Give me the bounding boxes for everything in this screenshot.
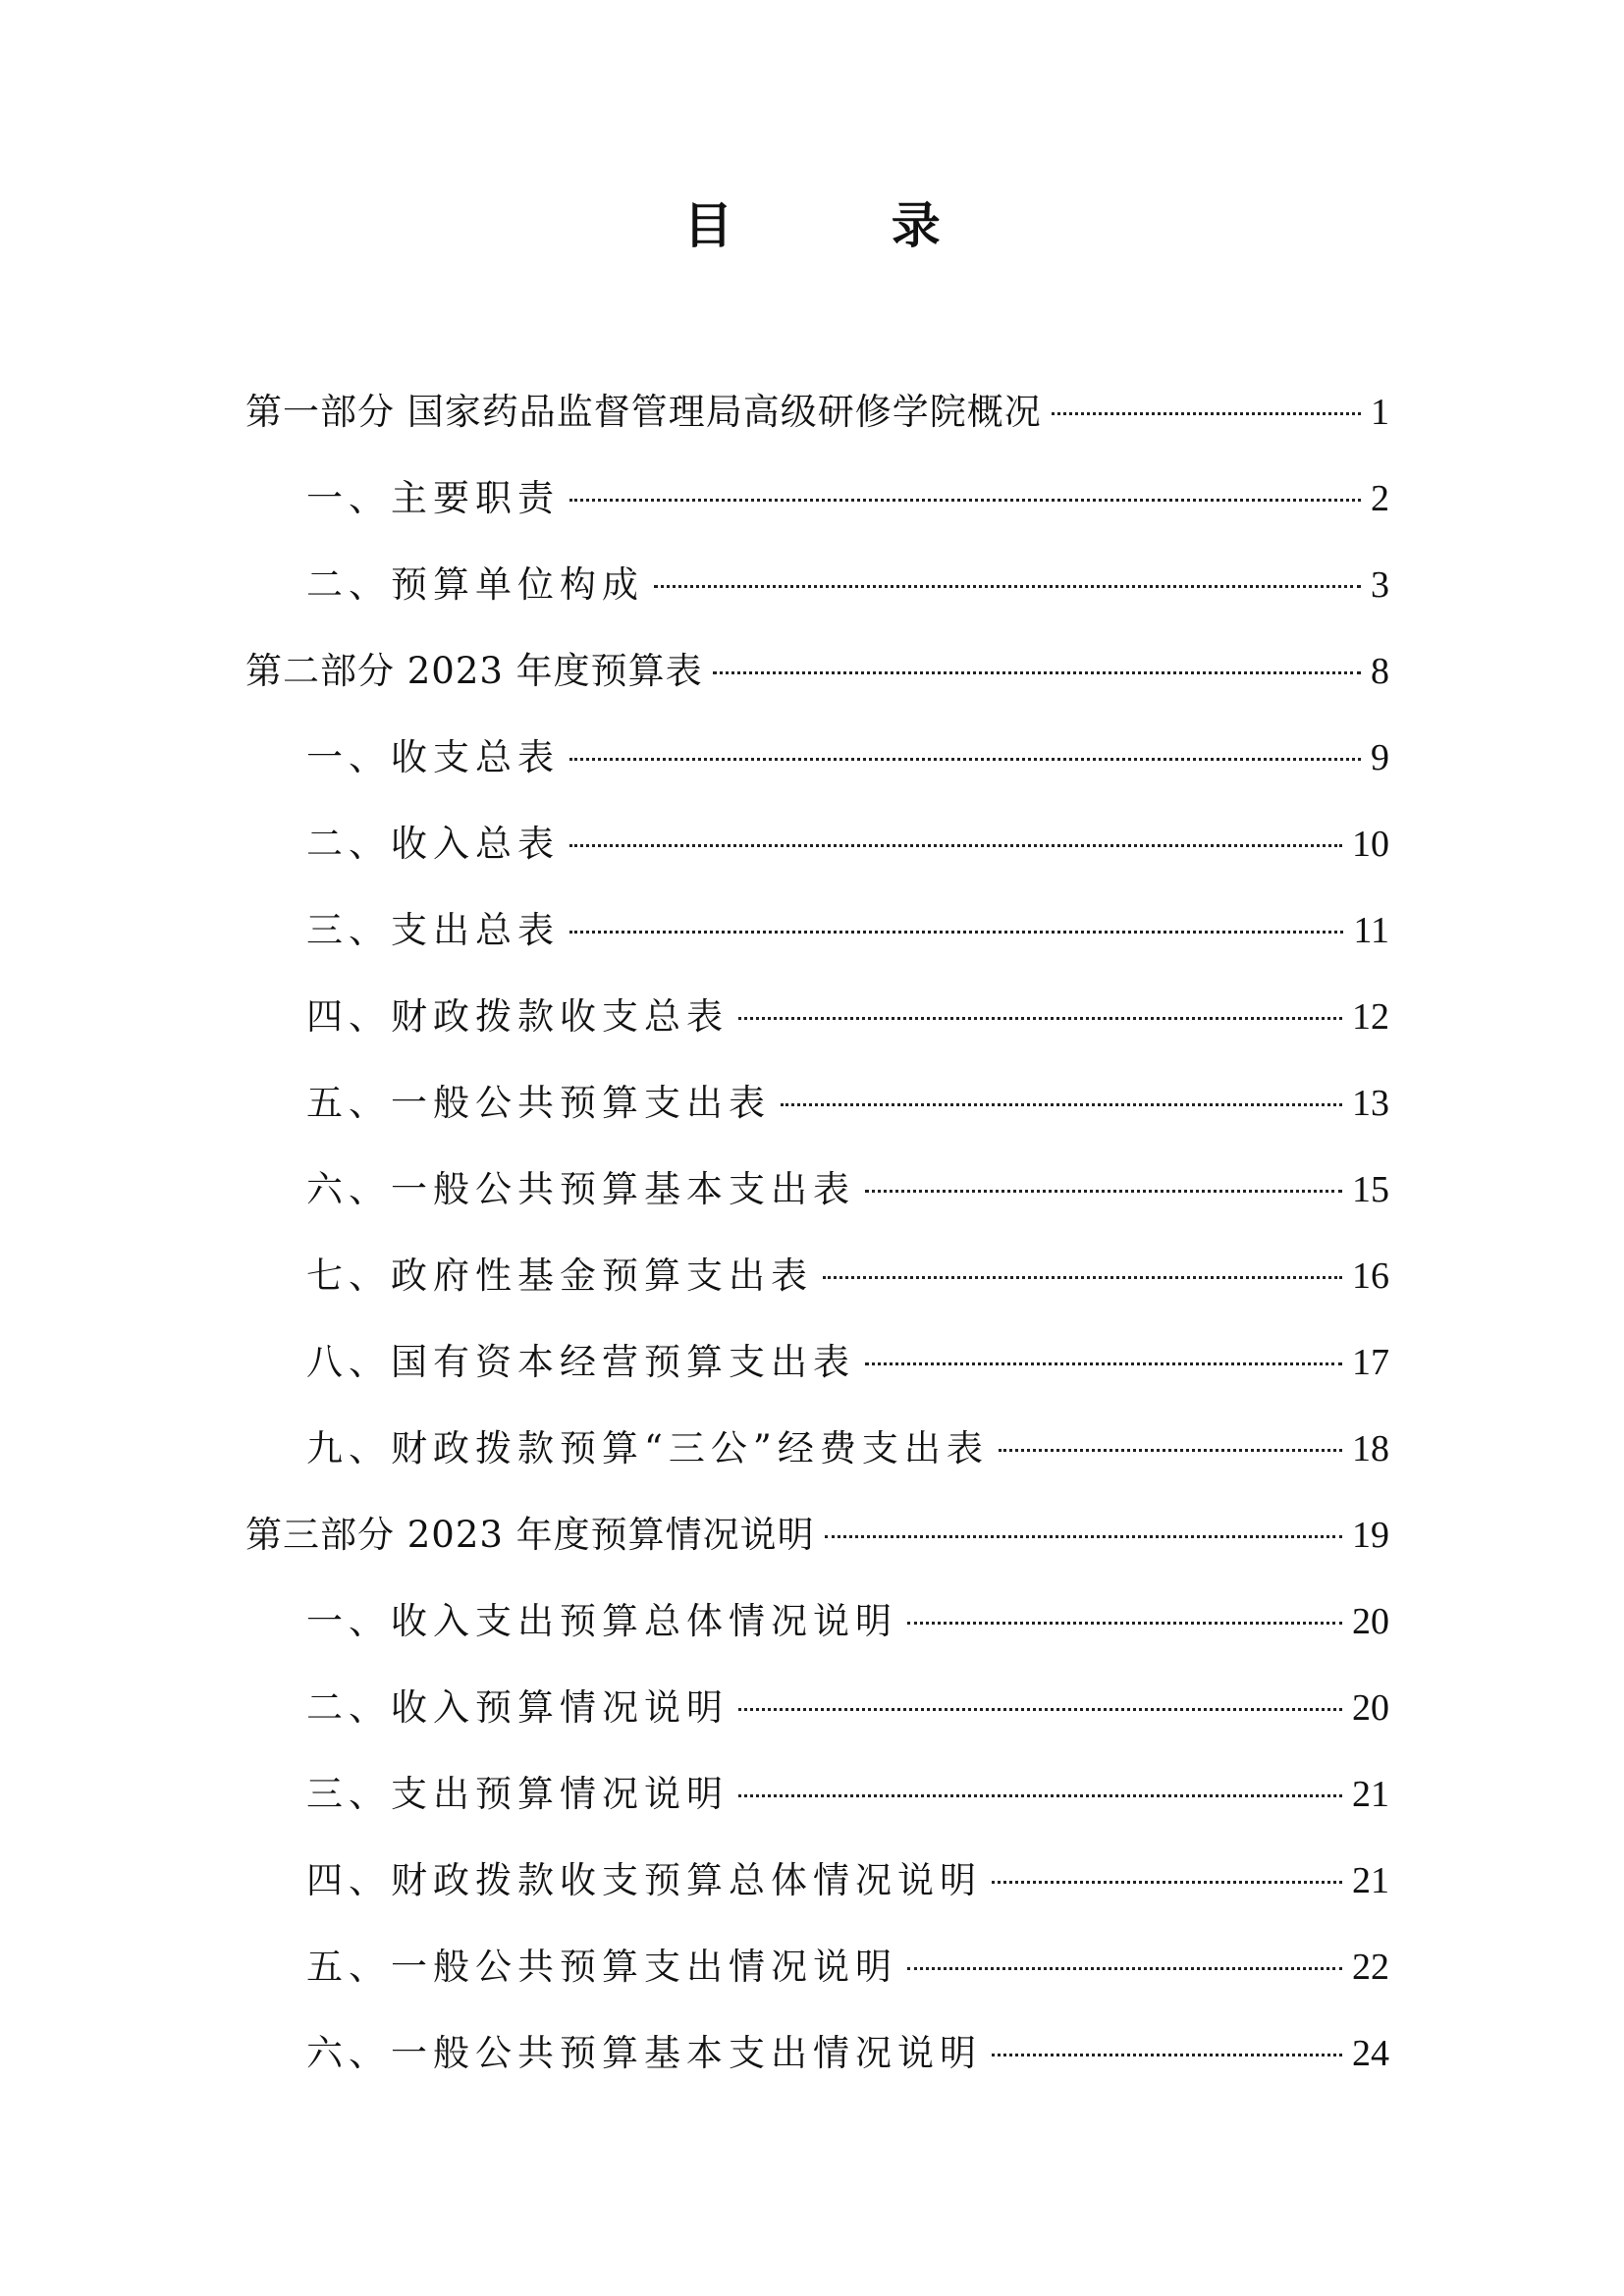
toc-entry[interactable] (245, 1333, 1389, 1419)
toc-leader-dots (1052, 412, 1361, 415)
toc-entry-label: 一、主要职责 (306, 477, 560, 519)
toc-page-number: 21 (1352, 1774, 1389, 1815)
toc-leader-dots (713, 671, 1361, 674)
toc-entry[interactable] (245, 383, 1389, 469)
toc-leader-dots (999, 1449, 1342, 1452)
toc-page-number: 9 (1371, 737, 1389, 778)
toc-entry-label: 三、支出总表 (306, 909, 560, 951)
toc-entry-label: 六、一般公共预算基本支出表 (306, 1168, 855, 1210)
toc-entry-label: 九、财政拨款预算“三公”经费支出表 (306, 1427, 989, 1469)
toc-leader-dots (781, 1103, 1342, 1106)
toc-entry-label: 四、财政拨款收支总表 (306, 995, 729, 1038)
toc-page-number: 8 (1371, 651, 1389, 692)
toc-leader-dots (992, 2054, 1342, 2056)
toc-entry[interactable] (245, 901, 1389, 988)
table-of-contents (245, 383, 1389, 2110)
toc-page-number: 1 (1371, 392, 1389, 433)
toc-entry-label: 一、收入支出预算总体情况说明 (306, 1600, 897, 1642)
toc-page-number: 12 (1352, 996, 1389, 1038)
toc-entry-label: 七、政府性基金预算支出表 (306, 1255, 813, 1297)
toc-entry[interactable] (245, 556, 1389, 642)
toc-leader-dots (825, 1535, 1342, 1538)
toc-entry[interactable] (245, 1938, 1389, 2024)
toc-leader-dots (569, 844, 1342, 847)
toc-entry-label: 二、收入预算情况说明 (306, 1686, 729, 1729)
toc-page-number: 22 (1352, 1947, 1389, 1988)
toc-entry-label: 五、一般公共预算支出表 (306, 1082, 771, 1124)
toc-entry-label: 六、一般公共预算基本支出情况说明 (306, 2032, 982, 2074)
toc-entry[interactable] (245, 1160, 1389, 1247)
toc-leader-dots (569, 499, 1361, 502)
toc-leader-dots (907, 1622, 1342, 1625)
toc-leader-dots (992, 1881, 1342, 1884)
toc-entry-label: 八、国有资本经营预算支出表 (306, 1341, 855, 1383)
page-title: 目 录 (683, 196, 1011, 254)
toc-page-number: 20 (1352, 1601, 1389, 1642)
toc-entry[interactable] (245, 815, 1389, 901)
toc-entry[interactable] (245, 1765, 1389, 1851)
toc-entry[interactable] (245, 1074, 1389, 1160)
toc-entry[interactable] (245, 642, 1389, 728)
toc-entry[interactable] (245, 1419, 1389, 1506)
toc-entry[interactable] (245, 1592, 1389, 1679)
toc-leader-dots (654, 585, 1361, 588)
toc-page-number: 24 (1352, 2033, 1389, 2074)
toc-entry[interactable] (245, 1851, 1389, 1938)
toc-leader-dots (865, 1190, 1342, 1193)
toc-page-number: 21 (1352, 1860, 1389, 1901)
toc-leader-dots (738, 1708, 1342, 1711)
toc-page-number: 13 (1352, 1083, 1389, 1124)
toc-page-number: 10 (1352, 824, 1389, 865)
toc-entry-label: 五、一般公共预算支出情况说明 (306, 1946, 897, 1988)
toc-entry-label: 三、支出预算情况说明 (306, 1773, 729, 1815)
toc-entry-label: 一、收支总表 (306, 736, 560, 778)
toc-entry[interactable] (245, 2024, 1389, 2110)
toc-page-number: 2 (1371, 478, 1389, 519)
toc-leader-dots (738, 1794, 1342, 1797)
toc-page-number: 11 (1353, 910, 1389, 951)
toc-leader-dots (907, 1967, 1342, 1970)
toc-entry-label: 二、预算单位构成 (306, 563, 644, 606)
toc-entry-label: 二、收入总表 (306, 823, 560, 865)
toc-leader-dots (865, 1362, 1342, 1365)
toc-entry-label: 四、财政拨款收支预算总体情况说明 (306, 1859, 982, 1901)
toc-leader-dots (823, 1276, 1342, 1279)
toc-page-number: 15 (1352, 1169, 1389, 1210)
toc-entry-label: 第三部分 2023 年度预算情况说明 (245, 1514, 815, 1556)
toc-entry[interactable] (245, 1247, 1389, 1333)
toc-entry[interactable] (245, 1506, 1389, 1592)
toc-entry[interactable] (245, 1679, 1389, 1765)
toc-leader-dots (569, 931, 1343, 934)
toc-entry[interactable] (245, 728, 1389, 815)
toc-page-number: 17 (1352, 1342, 1389, 1383)
toc-leader-dots (738, 1017, 1342, 1020)
toc-entry-label: 第一部分 国家药品监督管理局高级研修学院概况 (245, 391, 1042, 433)
toc-leader-dots (569, 758, 1361, 761)
toc-entry[interactable] (245, 988, 1389, 1074)
toc-page-number: 19 (1352, 1515, 1389, 1556)
toc-page-number: 3 (1371, 564, 1389, 606)
toc-page-number: 18 (1352, 1428, 1389, 1469)
toc-entry[interactable] (245, 469, 1389, 556)
toc-page-number: 20 (1352, 1687, 1389, 1729)
toc-entry-label: 第二部分 2023 年度预算表 (245, 650, 703, 692)
toc-page-number: 16 (1352, 1255, 1389, 1297)
